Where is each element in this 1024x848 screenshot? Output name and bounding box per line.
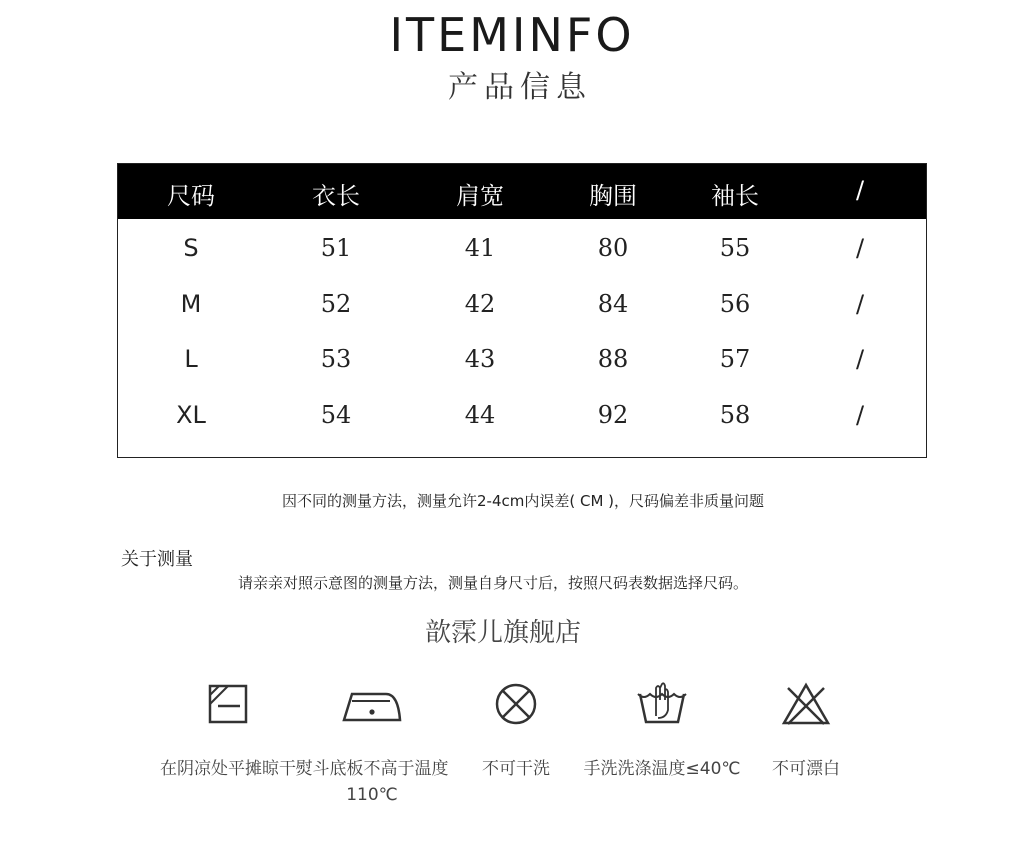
chest-cell: 80 bbox=[597, 234, 629, 262]
header-sleeve: 袖长 bbox=[711, 182, 759, 210]
sleeve-cell: 57 bbox=[719, 345, 751, 373]
about-measurement-title: 关于测量 bbox=[121, 549, 193, 570]
table-row bbox=[118, 228, 926, 268]
care-label: 手洗洗涤温度≤40℃ bbox=[583, 759, 741, 779]
header-length: 衣长 bbox=[312, 182, 360, 210]
sleeve-cell: 55 bbox=[719, 234, 751, 262]
about-measurement-body: 请亲亲对照示意图的测量方法，测量自身尺寸后，按照尺码表数据选择尺码。 bbox=[238, 574, 749, 592]
table-row bbox=[118, 339, 926, 379]
size-cell: L bbox=[184, 345, 198, 373]
length-cell: 53 bbox=[320, 345, 352, 373]
care-item bbox=[436, 680, 596, 782]
length-cell: 54 bbox=[320, 401, 352, 429]
chest-cell: 88 bbox=[597, 345, 629, 373]
length-cell: 51 bbox=[320, 234, 352, 262]
table-header bbox=[118, 164, 926, 219]
shoulder-cell: 42 bbox=[464, 290, 496, 318]
shoulder-cell: 41 bbox=[464, 234, 496, 262]
measurement-note: 因不同的测量方法，测量允许2-4cm内误差( CM )，尺码偏差非质量问题 bbox=[281, 492, 765, 510]
hand-wash-40-icon bbox=[634, 680, 690, 728]
slash-cell: / bbox=[855, 401, 865, 429]
slash-cell: / bbox=[855, 290, 865, 318]
size-cell: S bbox=[183, 234, 199, 262]
chest-cell: 92 bbox=[597, 401, 629, 429]
header-slash: / bbox=[855, 176, 865, 204]
table-row bbox=[118, 284, 926, 324]
no-dry-clean-icon bbox=[492, 680, 540, 728]
header-chest: 胸围 bbox=[589, 182, 637, 210]
header-size: 尺码 bbox=[167, 182, 215, 210]
slash-cell: / bbox=[855, 345, 865, 373]
header-shoulder: 肩宽 bbox=[456, 182, 504, 210]
title-cn: 产品信息 bbox=[448, 70, 592, 105]
care-label: 熨斗底板不高于温度110℃ bbox=[295, 759, 449, 805]
care-item bbox=[582, 680, 742, 782]
shoulder-cell: 44 bbox=[464, 401, 496, 429]
size-cell: XL bbox=[176, 401, 206, 429]
care-label: 不可干洗 bbox=[482, 759, 550, 779]
iron-110-icon bbox=[340, 680, 404, 728]
size-cell: M bbox=[180, 290, 202, 318]
care-item bbox=[148, 680, 308, 782]
care-item bbox=[726, 680, 886, 782]
care-item bbox=[292, 680, 452, 808]
title-en: ITEMINFO bbox=[389, 8, 635, 62]
size-table bbox=[117, 163, 927, 458]
length-cell: 52 bbox=[320, 290, 352, 318]
no-bleach-icon bbox=[780, 680, 832, 728]
shop-name: 歆霂儿旗舰店 bbox=[424, 618, 581, 648]
slash-cell: / bbox=[855, 234, 865, 262]
care-label: 在阴凉处平摊晾干 bbox=[160, 759, 296, 779]
shoulder-cell: 43 bbox=[464, 345, 496, 373]
chest-cell: 84 bbox=[597, 290, 629, 318]
care-label: 不可漂白 bbox=[772, 759, 840, 779]
sleeve-cell: 58 bbox=[719, 401, 751, 429]
dry-flat-shade-icon bbox=[204, 680, 252, 728]
sleeve-cell: 56 bbox=[719, 290, 751, 318]
table-row bbox=[118, 395, 926, 435]
